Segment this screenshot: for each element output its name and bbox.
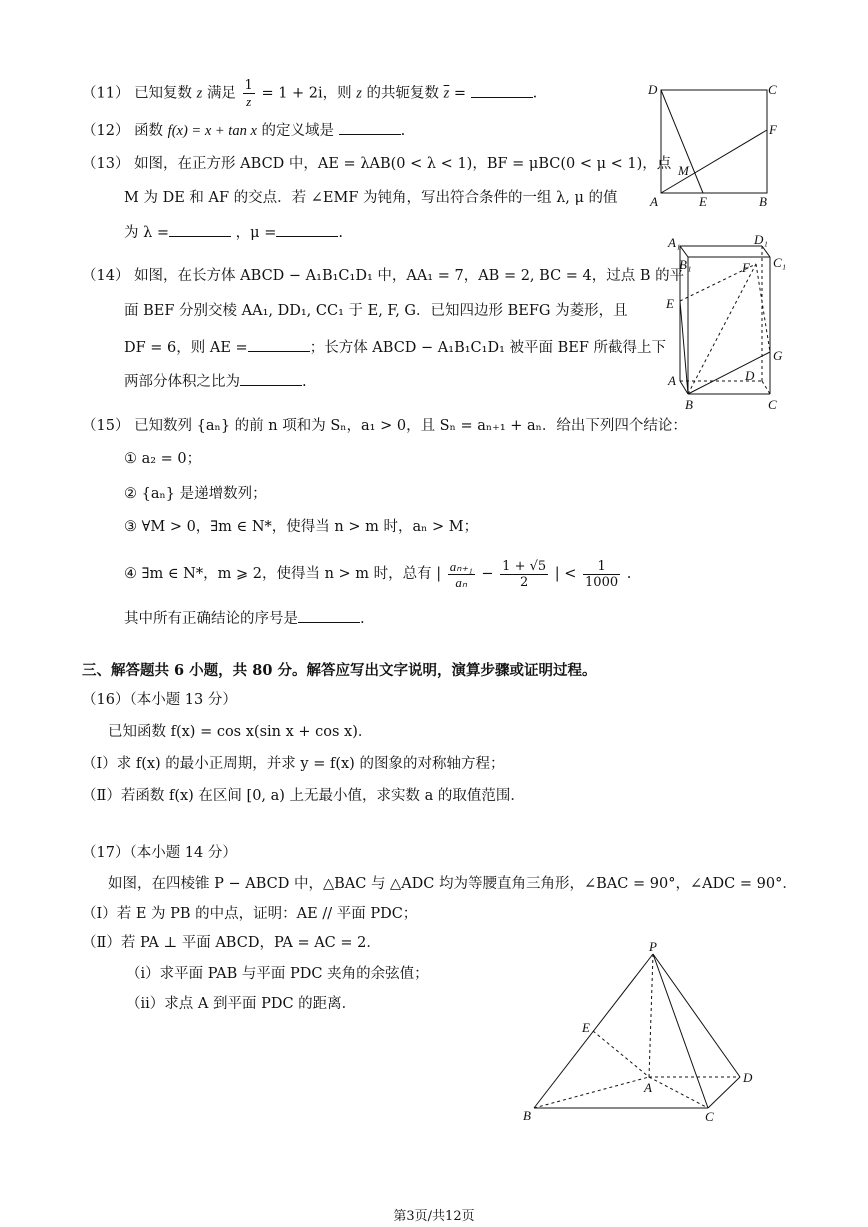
q12-text: 函数 — [134, 123, 164, 139]
q16-part-2: （Ⅱ）若函数 f(x) 在区间 [0, a) 上无最小值，求实数 a 的取值范围． — [82, 788, 525, 804]
q15-text: − — [481, 566, 494, 582]
answer-blank — [240, 369, 302, 386]
q14-text: DF = 6，则 AE = — [124, 340, 248, 356]
square-outline — [661, 90, 767, 193]
label-d: D — [648, 82, 658, 97]
q15-text: 其中所有正确结论的序号是 — [124, 611, 298, 627]
question-12 — [82, 118, 405, 141]
label-e: E — [582, 1020, 590, 1035]
q14-text: ；长方体 ABCD − A₁B₁C₁D₁ 被平面 BEF 所截得上下 — [309, 340, 667, 356]
q14-line2: 面 BEF 分别交棱 AA₁, DD₁, CC₁ 于 E, F, G．已知四边形 BEFG 为菱形，且 — [124, 303, 628, 319]
answer-blank — [339, 118, 401, 135]
q14-line1: 如图，在长方体 ABCD − A₁B₁C₁D₁ 中，AA₁ = 7，AB = 2, BC = 4，过点 B 的平 — [134, 268, 685, 284]
label-a1: A₁ — [668, 235, 681, 250]
label-c: C — [705, 1109, 714, 1124]
q12-text: . — [400, 123, 406, 139]
q11-text: 满足 — [206, 85, 236, 102]
label-d1: D₁ — [754, 232, 768, 247]
q15-text: ④ ∃m ∈ N*，m ⩾ 2，使得当 n > m 时，总有 | — [124, 566, 442, 582]
q15-conclusion-3: ③ ∀M > 0，∃m ∈ N*，使得当 n > m 时，aₙ > M； — [124, 519, 479, 535]
label-c: C — [768, 82, 777, 97]
q11-text: 的共轭复数 — [366, 85, 440, 102]
label-e: E — [699, 194, 707, 209]
label-d: D — [743, 1070, 753, 1085]
q11-text: = 1 + 2i，则 — [261, 85, 352, 102]
label-b: B — [685, 397, 693, 412]
q14-text: 两部分体积之比为 — [124, 374, 240, 390]
label-a: A — [650, 194, 658, 209]
label-m: M — [678, 163, 689, 178]
figure-pyramid — [518, 940, 763, 1125]
q15-fraction-bound — [583, 559, 620, 590]
q14-text: . — [302, 374, 307, 390]
q11-text: 已知复数 — [134, 85, 193, 102]
frac-denominator: 2 — [520, 574, 529, 590]
label-a: A — [668, 373, 676, 388]
q17-given: 如图，在四棱锥 P − ABCD 中，△BAC 与 △ADC 均为等腰直角三角形，∠BAC = 90°，∠ADC = 90°． — [108, 876, 797, 892]
q11-text: = — [453, 85, 467, 102]
q13-line3 — [124, 220, 343, 243]
frac-denominator: 1000 — [585, 574, 619, 590]
section-heading: 三、解答题共 6 小题，共 80 分。解答应写出文字说明，演算步骤或证明过程。 — [82, 662, 597, 679]
q15-conclusion-4 — [124, 558, 631, 590]
label-a: A — [644, 1080, 652, 1095]
q16-part-1: （Ⅰ）求 f(x) 的最小正周期，并求 y = f(x) 的图象的对称轴方程； — [82, 756, 505, 772]
q11-conjugate: $\overline{z}$ — [443, 85, 450, 102]
q11-var: z — [356, 85, 362, 102]
label-b1: B₁ — [679, 257, 692, 272]
label-f: F — [769, 122, 777, 137]
q11-var: z — [196, 85, 203, 102]
q14-line3 — [124, 335, 666, 358]
label-f: F — [742, 260, 750, 275]
label-d: D — [745, 368, 755, 383]
question-number: （11） — [82, 85, 130, 102]
frac-numerator: 1 — [244, 78, 253, 93]
figure-cuboid — [660, 232, 800, 414]
answer-blank — [276, 220, 338, 237]
label-p: P — [649, 940, 657, 954]
q17-part-2i: （ⅰ）求平面 PAB 与平面 PDC 夹角的余弦值； — [126, 966, 429, 982]
q15-fraction-a — [448, 559, 475, 590]
question-13 — [82, 154, 671, 174]
label-b: B — [523, 1108, 531, 1123]
label-e: E — [666, 296, 674, 311]
q14-line4 — [124, 369, 307, 392]
q13-text: ，μ = — [235, 225, 277, 241]
segment-af — [661, 130, 767, 193]
question-number: （12） — [82, 123, 130, 139]
label-b: B — [759, 194, 767, 209]
frac-denominator: aₙ — [455, 574, 468, 590]
q11-fraction — [243, 78, 255, 109]
question-14 — [82, 266, 684, 286]
question-number: （13） — [82, 156, 130, 172]
q17-heading: （17）（本小题 14 分） — [82, 845, 237, 861]
frac-numerator: 1 — [583, 559, 620, 575]
frac-denominator: z — [246, 94, 252, 109]
q11-text: . — [532, 85, 538, 102]
answer-blank — [298, 606, 360, 623]
q13-text: 为 λ = — [124, 225, 170, 241]
q15-text: . — [626, 566, 632, 582]
q15-ask — [124, 606, 365, 629]
q12-function: f(x) = x + tan x — [167, 123, 257, 139]
label-c1: C₁ — [773, 255, 787, 270]
q13-line2: M 为 DE 和 AF 的交点．若 ∠EMF 为钝角，写出符合条件的一组 λ, μ 的值 — [124, 190, 618, 206]
q12-text: 的定义域是 — [261, 123, 334, 139]
label-c: C — [768, 397, 777, 412]
frac-numerator: aₙ₊₁ — [449, 558, 473, 574]
frac-numerator: 1 + √5 — [502, 558, 547, 574]
q15-text: | < — [554, 566, 577, 582]
answer-blank — [471, 81, 533, 98]
q17-part-2ii: （ⅱ）求点 A 到平面 PDC 的距离． — [126, 996, 357, 1012]
q17-part-2: （Ⅱ）若 PA ⊥ 平面 ABCD，PA = AC = 2． — [82, 935, 381, 951]
figure-square-abcd — [640, 78, 790, 213]
page-number: 第3页/共12页 — [393, 1209, 475, 1224]
q15-fraction-golden — [500, 559, 548, 590]
q16-given: 已知函数 f(x) = cos x(sin x + cos x)． — [108, 724, 373, 740]
question-11 — [82, 78, 537, 109]
q13-line1: 如图，在正方形 ABCD 中，AE = λAB(0 < λ < 1)，BF = μBC(0 < μ < 1)，点 — [134, 156, 672, 172]
question-number: （15） — [82, 418, 130, 434]
question-15 — [82, 416, 687, 436]
q15-conclusion-1: ① a₂ = 0； — [124, 451, 202, 467]
q15-line1: 已知数列 {aₙ} 的前 n 项和为 Sₙ，a₁ > 0，且 Sₙ = aₙ₊₁ + aₙ．给出下列四个结论： — [134, 418, 687, 434]
answer-blank — [169, 220, 231, 237]
q16-heading: （16）（本小题 13 分） — [82, 692, 237, 708]
q17-part-1: （Ⅰ）若 E 为 PB 的中点，证明：AE // 平面 PDC； — [82, 906, 418, 922]
q13-text: . — [338, 225, 343, 241]
q15-text: . — [360, 611, 365, 627]
label-g: G — [773, 348, 783, 363]
answer-blank — [248, 335, 310, 352]
question-number: （14） — [82, 268, 130, 284]
q15-conclusion-2: ② {aₙ} 是递增数列； — [124, 486, 267, 502]
